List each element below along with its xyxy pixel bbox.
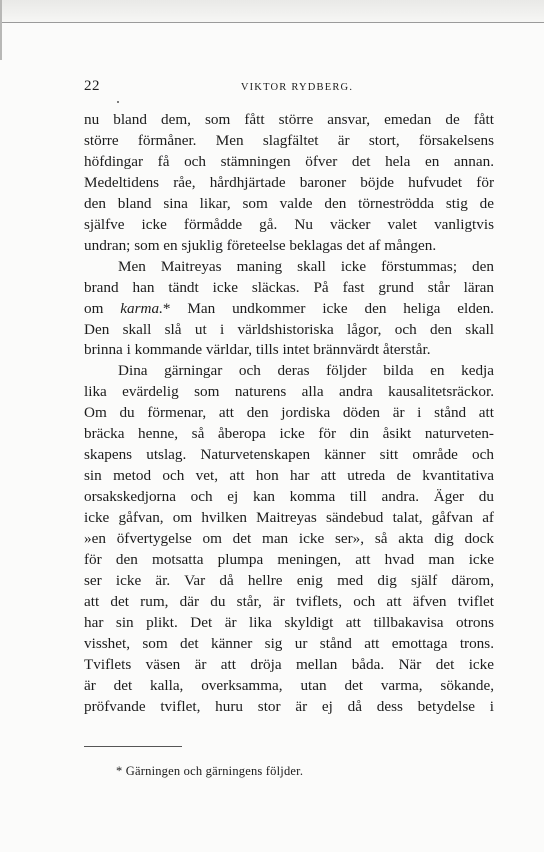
print-speck: [117, 101, 119, 103]
emphasis-karma: karma.: [120, 299, 163, 317]
page-number: 22: [84, 78, 100, 94]
footnote: * Gärningen och gärningens följder.: [116, 764, 304, 778]
paragraph-1: [84, 110, 494, 257]
scan-edge-left: [0, 0, 2, 60]
text-line: är det kalla, overksamma, utan det varma, sökande,: [84, 676, 494, 694]
text-line: Medeltidens råe, hårdhjärtade baroner böjde hufvudet för: [84, 173, 494, 191]
text-line: visshet, som det känner sig ur stånd att emottaga trons.: [84, 634, 494, 652]
text-line: pröfvande tviflet, huru stor är ej då dess betydelse i: [84, 697, 494, 715]
paragraph-3: [84, 361, 494, 717]
text-line: icke gåfvan, om hvilken Maitreyas sändebud talat, gåfvan af: [84, 509, 494, 527]
text-line: att det rum, där du står, är tviflets, och att äfven tviflet: [84, 592, 494, 610]
text-line: sin metod och vet, att hon har att utreda de kvantitativa: [84, 467, 494, 485]
text-line: brinna i kommande världar, tills intet brännvärdt återstår.: [84, 341, 431, 359]
text-line: Den skall slå ut i världshistoriska lågor, och den skall: [84, 320, 494, 338]
text-line: lika evärdelig som naturens alla andra kausalitetsräckor.: [84, 383, 494, 401]
text-line: undran; som en sjuklig företeelse beklagas det af mången.: [84, 236, 437, 254]
text-line: ser icke är. Var då hellre enig med dig själf därom,: [84, 571, 494, 589]
text-line: Tviflets väsen är att dröja mellan båda. När det icke: [84, 655, 494, 673]
text-line: brand han tändt icke släckas. På fast grund står läran: [84, 278, 494, 296]
text-line: »en öfvertygelse om det man icke ser», så akta dig dock: [84, 530, 494, 548]
text-line: skapens utslag. Naturvetenskapen känner sitt område och: [84, 446, 494, 464]
paragraph-2: [84, 257, 494, 362]
running-head: VIKTOR RYDBERG.: [240, 82, 354, 93]
text-line: bräcka henne, så åberopa icke för din åsikt naturveten-: [84, 425, 494, 443]
scan-edge-top: [0, 0, 544, 23]
text-line: nu bland dem, som fått större ansvar, emedan de fått: [84, 111, 494, 128]
text-run: * Man undkommer icke den heliga elden.: [162, 299, 494, 317]
text-line: själfve icke förmådde gå. Nu väcker valet vanligtvis: [84, 215, 494, 233]
text-line: för den motsatta plumpa meningen, att hvad man icke: [84, 551, 494, 569]
text-line-with-emphasis: [84, 299, 494, 320]
text-line: större förmåner. Men slagfältet är stort, försakelsens: [84, 131, 494, 149]
text-line: orsakskedjorna och ej kan komma till andra. Äger du: [84, 488, 494, 506]
text-line: Dina gärningar och deras följder bilda en kedja: [118, 362, 494, 380]
text-line: höfdingar få och stämningen öfver det hela en annan.: [84, 152, 494, 170]
text-line: Om du förmenar, att den jordiska döden är i stånd att: [84, 404, 494, 422]
footnote-divider: [84, 746, 182, 747]
text-run: om: [84, 299, 121, 317]
body-text: [84, 110, 494, 718]
text-line: den bland sina likar, som valde den törneströdda stig de: [84, 194, 494, 212]
text-line: Men Maitreyas maning skall icke förstummas; den: [118, 257, 494, 275]
text-line: har sin plikt. Det är lika skyldigt att tillbakavisa otrons: [84, 613, 494, 631]
page-header: [84, 78, 496, 98]
